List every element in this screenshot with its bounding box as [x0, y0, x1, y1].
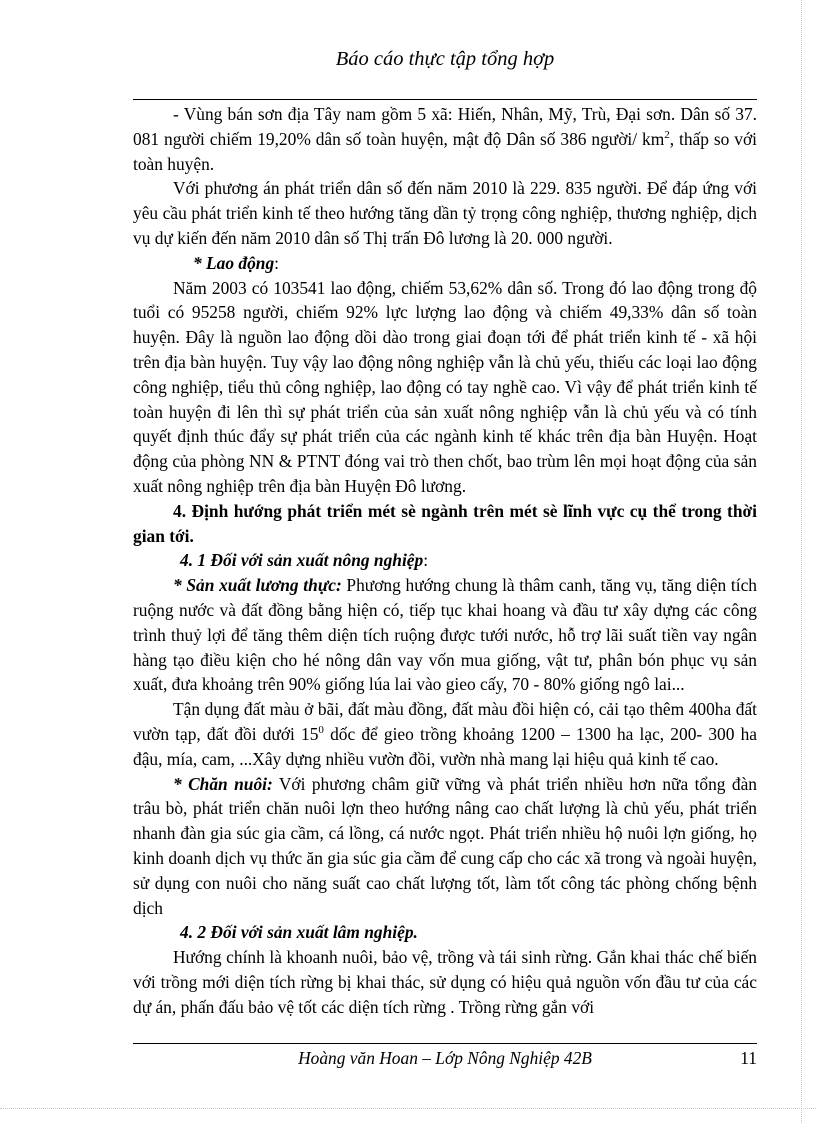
subheading-colon: : [423, 550, 429, 571]
paragraph-text: Phương hướng chung là thâm canh, tăng vụ, tăng diện tích ruộng nước và đất đồng bằng hiện có, tiếp tục khai hoang và đầu tư xây dựng các công trình thuỷ lợi để tăng thêm diện tích ruộng được tưới nước, hỗ trợ lãi suất tiền vay ngân hàng tạo điều kiện cho hé nông dân vay vốn mua giống, vật tư, phân bón phục vụ sản xuất, đưa khoảng trên 90% giống lúa lai vào gieo cấy, 70 - 80% giống ngô lai... [133, 575, 757, 695]
section-heading-4: 4. Định hướng phát triển mét sè ngành trên mét sè lĩnh vực cụ thể trong thời gian tới. [133, 500, 757, 546]
paragraph-region-southwest [133, 102, 757, 176]
page-edge-bottom [0, 1108, 816, 1109]
paragraph-text: Với phương châm giữ vững và phát triển nhiều hơn nữa tổng đàn trâu bò, phát triển chăn nuôi lợn theo hướng nâng cao chất lượng là chủ yếu, phát triển nhanh đàn gia súc gia cầm, cá lồng, cá nước ngọt. Phát triển nhiều hộ nuôi lợn giống, họ kinh doanh dịch vụ thức ăn gia súc gia cầm để cung cấp cho các xã trong và ngoài huyện, sử dụng con nuôi cho năng suất cao chất lượng tốt, làm tốt công tác phòng chống bệnh dịch [133, 773, 757, 918]
header-rule [133, 99, 757, 100]
paragraph-text: - Vùng bán sơn địa Tây nam gồm 5 xã: Hiến, Nhân, Mỹ, Trù, Đại sơn. Dân số 37. 081 người chiếm 19,20% dân số toàn huyện, mật độ Dân số 386 người/ km [133, 104, 757, 149]
paragraph-labour: Năm 2003 có 103541 lao động, chiếm 53,62% dân số. Trong đó lao động trong độ tuổi có 95258 người, chiếm 92% lực lượng lao động và chiếm 49,33% dân số toàn huyện. Đây là nguồn lao động dồi dào trong giai đoạn tới để phát triển kinh tế - xã hội trên địa bàn huyện. Tuy vậy lao động nông nghiệp vẫn là chủ yếu, thiếu các loại lao động công nghiệp, tiểu thủ công nghiệp, lao động có tay nghề cao. Vì vậy để phát triển kinh tế toàn huyện đi lên thì sự phát triển của sản xuất nông nghiệp vẫn là chủ yếu và có tính quyết định thúc đẩy sự phát triển của các ngành kinh tế khác trên địa bàn Huyện. Hoạt động của phòng NN & PTNT đóng vai trò then chốt, bao trùm lên mọi hoạt động của sản xuất nông nghiệp trên địa bàn Huyện Đô lương. [133, 277, 757, 496]
document-body [133, 102, 757, 1019]
paragraph-lead: * Sản xuất lương thực: [173, 575, 342, 596]
paragraph-land-use [133, 697, 757, 771]
subheading-label: 4. 1 Đối với sản xuất nông nghiệp [180, 550, 424, 571]
paragraph-text: , thấp so với toàn huyện. [133, 128, 757, 174]
paragraph-population-plan: Với phương án phát triển dân số đến năm 2010 là 229. 835 người. Để đáp ứng với yêu cầu phát triển kinh tế theo hướng tăng dần tỷ trọng công nghiệp, thương nghiệp, dịch vụ dự kiến đến năm 2010 dân số Thị trấn Đô lương là 20. 000 người. [133, 178, 757, 248]
page-edge-right [801, 0, 802, 1123]
page-footer [133, 1048, 757, 1072]
subheading-label: * Lao động [193, 252, 275, 273]
paragraph-food-production [133, 573, 757, 697]
subheading-4-2: 4. 2 Đối với sản xuất lâm nghiệp. [180, 922, 418, 943]
superscript: 2 [664, 129, 670, 141]
superscript: 0 [318, 724, 324, 737]
paragraph-lead: * Chăn nuôi: [173, 773, 273, 794]
paragraph-text: Tận dụng đất màu ở bãi, đất màu đồng, đất màu đồi hiện có, cải tạo thêm 400ha đất vườn tạp, đất đồi dưới 15 [133, 699, 757, 744]
paragraph-livestock [133, 772, 757, 921]
page-number: 11 [740, 1048, 757, 1068]
subheading-colon: : [274, 252, 280, 273]
page-header-title: Báo cáo thực tập tổng hợp [335, 48, 555, 70]
footer-rule [133, 1043, 757, 1044]
paragraph-forestry: Hướng chính là khoanh nuôi, bảo vệ, trồng và tái sinh rừng. Gắn khai thác chế biến với trồng mới diện tích rừng bị khai thác, sử dụng có hiệu quả nguồn vốn đầu tư của các dự án, phấn đấu bảo vệ tốt các diện tích rừng . Trồng rừng gắn với [133, 947, 757, 1017]
subheading-labour [133, 251, 757, 276]
subheading-4-1 [133, 548, 757, 573]
paragraph-text: dốc để gieo trồng khoảng 1200 – 1300 ha lạc, 200- 300 ha đậu, mía, cam, ...Xây dựng nhiều vườn đồi, vườn nhà mang lại hiệu quả kinh tế cao. [133, 723, 757, 769]
footer-author: Hoàng văn Hoan – Lớp Nông Nghiệp 42B [298, 1048, 592, 1068]
